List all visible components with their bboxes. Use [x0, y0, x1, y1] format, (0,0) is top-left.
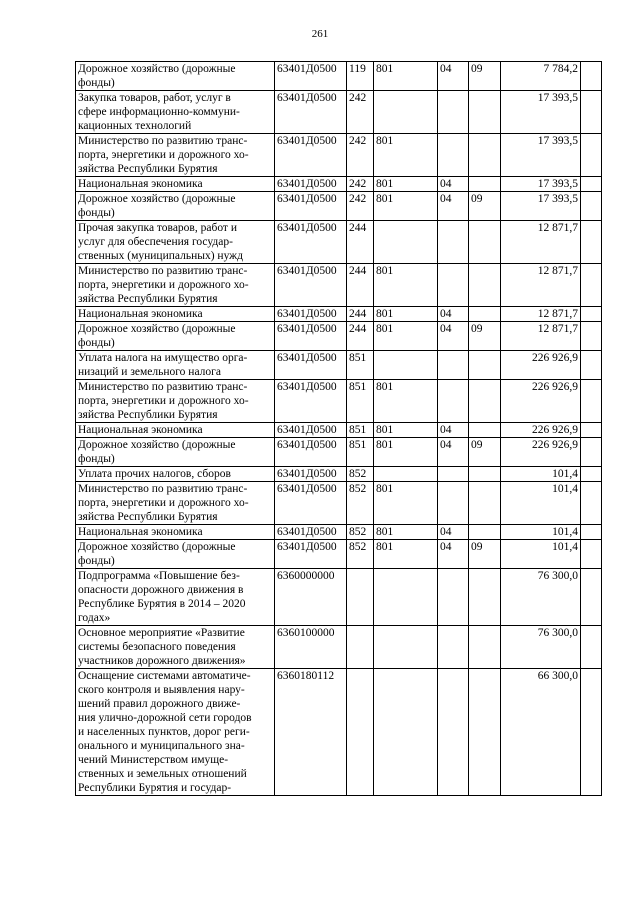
row-name-line: фонды)	[78, 453, 115, 465]
table-row	[76, 438, 602, 467]
row-section-cell	[438, 380, 469, 423]
row-dept-cell: 801	[374, 264, 438, 307]
row-vr-cell: 851	[347, 380, 374, 423]
table-row	[76, 669, 602, 796]
row-amount-cell: 101,4	[501, 540, 581, 569]
row-code-cell: 63401Д0500	[275, 322, 347, 351]
row-name-line: Министерство по развитию транс-	[78, 381, 248, 393]
table-row	[76, 569, 602, 626]
row-section-cell: 04	[438, 525, 469, 540]
row-amount-cell: 12 871,7	[501, 322, 581, 351]
row-section-cell: 04	[438, 307, 469, 322]
row-name-cell	[76, 569, 275, 626]
row-name-line: зяйства Республики Бурятия	[78, 163, 218, 175]
row-vr-cell: 242	[347, 134, 374, 177]
row-name-line: ского контроля и выявления нару-	[78, 684, 245, 696]
row-name-line: зяйства Республики Бурятия	[78, 511, 218, 523]
row-amount-cell: 226 926,9	[501, 351, 581, 380]
table-row	[76, 62, 602, 91]
row-vr-cell: 851	[347, 351, 374, 380]
row-vr-cell: 242	[347, 91, 374, 134]
row-subsection-cell	[469, 177, 501, 192]
row-name-line: Уплата налога на имущество орга-	[78, 352, 248, 364]
row-name-line: Дорожное хозяйство (дорожные	[78, 193, 236, 205]
row-name-line: порта, энергетики и дорожного хо-	[78, 149, 249, 161]
row-amount-cell: 17 393,5	[501, 177, 581, 192]
row-name-cell	[76, 177, 275, 192]
row-amount-cell: 7 784,2	[501, 62, 581, 91]
row-amount-cell: 12 871,7	[501, 221, 581, 264]
row-empty-cell	[581, 626, 602, 669]
row-dept-cell	[374, 467, 438, 482]
row-name-line: порта, энергетики и дорожного хо-	[78, 497, 249, 509]
row-dept-cell: 801	[374, 540, 438, 569]
table-row	[76, 626, 602, 669]
row-name-line: ния улично-дорожной сети городов	[78, 712, 252, 724]
row-dept-cell: 801	[374, 380, 438, 423]
row-section-cell: 04	[438, 177, 469, 192]
row-empty-cell	[581, 91, 602, 134]
row-name-line: фонды)	[78, 207, 115, 219]
row-section-cell: 04	[438, 62, 469, 91]
row-name-line: ственных (муниципальных) нужд	[78, 250, 243, 262]
row-name-line: порта, энергетики и дорожного хо-	[78, 279, 249, 291]
row-name-line: Дорожное хозяйство (дорожные	[78, 63, 236, 75]
row-code-cell: 63401Д0500	[275, 423, 347, 438]
row-code-cell: 6360000000	[275, 569, 347, 626]
row-empty-cell	[581, 482, 602, 525]
row-name-line: Дорожное хозяйство (дорожные	[78, 439, 236, 451]
row-name-line: услуг для обеспечения государ-	[78, 236, 233, 248]
row-name-line: Национальная экономика	[78, 308, 203, 320]
row-name-cell	[76, 351, 275, 380]
row-amount-cell: 12 871,7	[501, 307, 581, 322]
row-empty-cell	[581, 467, 602, 482]
row-section-cell	[438, 626, 469, 669]
row-name-line: Дорожное хозяйство (дорожные	[78, 541, 236, 553]
row-name-cell	[76, 134, 275, 177]
row-dept-cell: 801	[374, 177, 438, 192]
table-row	[76, 322, 602, 351]
row-code-cell: 63401Д0500	[275, 525, 347, 540]
row-amount-cell: 17 393,5	[501, 91, 581, 134]
row-section-cell	[438, 91, 469, 134]
row-dept-cell: 801	[374, 134, 438, 177]
row-name-line: участников дорожного движения»	[78, 655, 246, 667]
row-name-line: Подпрограмма «Повышение без-	[78, 570, 240, 582]
row-code-cell: 63401Д0500	[275, 351, 347, 380]
row-name-line: Республики Бурятия и государ-	[78, 782, 232, 794]
row-section-cell: 04	[438, 438, 469, 467]
row-name-cell	[76, 192, 275, 221]
row-amount-cell: 101,4	[501, 525, 581, 540]
row-code-cell: 63401Д0500	[275, 467, 347, 482]
row-empty-cell	[581, 438, 602, 467]
row-dept-cell	[374, 91, 438, 134]
row-subsection-cell	[469, 264, 501, 307]
row-name-cell	[76, 540, 275, 569]
row-code-cell: 63401Д0500	[275, 62, 347, 91]
row-code-cell: 63401Д0500	[275, 91, 347, 134]
row-name-line: чений Министерством имуще-	[78, 754, 229, 766]
row-name-line: Республике Бурятия в 2014 – 2020	[78, 598, 246, 610]
row-dept-cell: 801	[374, 307, 438, 322]
table-row	[76, 307, 602, 322]
table-row	[76, 482, 602, 525]
row-amount-cell: 101,4	[501, 482, 581, 525]
row-dept-cell: 801	[374, 482, 438, 525]
row-section-cell	[438, 134, 469, 177]
row-name-line: шений правил дорожного движе-	[78, 698, 241, 710]
row-subsection-cell: 09	[469, 322, 501, 351]
row-name-line: Уплата прочих налогов, сборов	[78, 468, 231, 480]
row-vr-cell	[347, 569, 374, 626]
row-vr-cell: 119	[347, 62, 374, 91]
row-vr-cell: 852	[347, 540, 374, 569]
row-vr-cell: 244	[347, 264, 374, 307]
row-subsection-cell	[469, 307, 501, 322]
row-name-cell	[76, 91, 275, 134]
row-subsection-cell	[469, 423, 501, 438]
row-name-line: фонды)	[78, 77, 115, 89]
row-section-cell: 04	[438, 540, 469, 569]
row-name-line: годах»	[78, 612, 111, 624]
row-name-line: опасности дорожного движения в	[78, 584, 244, 596]
row-section-cell: 04	[438, 192, 469, 221]
row-vr-cell: 242	[347, 177, 374, 192]
row-dept-cell: 801	[374, 322, 438, 351]
row-subsection-cell	[469, 626, 501, 669]
row-vr-cell: 851	[347, 438, 374, 467]
table-row	[76, 177, 602, 192]
row-section-cell	[438, 221, 469, 264]
row-name-cell	[76, 467, 275, 482]
row-empty-cell	[581, 322, 602, 351]
row-vr-cell: 852	[347, 482, 374, 525]
row-vr-cell: 851	[347, 423, 374, 438]
row-name-cell	[76, 482, 275, 525]
row-name-line: Министерство по развитию транс-	[78, 483, 248, 495]
row-empty-cell	[581, 423, 602, 438]
row-name-line: сфере информационно-коммуни-	[78, 106, 240, 118]
row-empty-cell	[581, 380, 602, 423]
row-name-line: Национальная экономика	[78, 178, 203, 190]
row-vr-cell	[347, 669, 374, 796]
row-section-cell: 04	[438, 423, 469, 438]
row-name-cell	[76, 221, 275, 264]
row-name-line: Министерство по развитию транс-	[78, 265, 248, 277]
row-dept-cell: 801	[374, 423, 438, 438]
row-empty-cell	[581, 307, 602, 322]
row-subsection-cell	[469, 351, 501, 380]
row-code-cell: 63401Д0500	[275, 192, 347, 221]
table-row	[76, 134, 602, 177]
row-name-line: низаций и земельного налога	[78, 366, 221, 378]
row-subsection-cell	[469, 569, 501, 626]
row-code-cell: 6360100000	[275, 626, 347, 669]
row-subsection-cell	[469, 134, 501, 177]
table-row	[76, 423, 602, 438]
row-dept-cell: 801	[374, 525, 438, 540]
row-vr-cell: 242	[347, 192, 374, 221]
table-row	[76, 91, 602, 134]
row-name-line: онального и муниципального зна-	[78, 740, 245, 752]
row-name-cell	[76, 525, 275, 540]
row-name-line: Основное мероприятие «Развитие	[78, 627, 245, 639]
row-empty-cell	[581, 669, 602, 796]
row-section-cell	[438, 264, 469, 307]
row-vr-cell: 244	[347, 307, 374, 322]
row-vr-cell: 244	[347, 322, 374, 351]
row-subsection-cell	[469, 525, 501, 540]
row-amount-cell: 226 926,9	[501, 438, 581, 467]
row-subsection-cell: 09	[469, 192, 501, 221]
row-dept-cell: 801	[374, 192, 438, 221]
row-empty-cell	[581, 134, 602, 177]
row-code-cell: 63401Д0500	[275, 221, 347, 264]
row-name-line: кационных технологий	[78, 120, 192, 132]
row-code-cell: 63401Д0500	[275, 482, 347, 525]
row-name-line: ственных и земельных отношений	[78, 768, 247, 780]
row-section-cell	[438, 351, 469, 380]
row-name-line: порта, энергетики и дорожного хо-	[78, 395, 249, 407]
table-row	[76, 351, 602, 380]
row-empty-cell	[581, 192, 602, 221]
row-amount-cell: 76 300,0	[501, 626, 581, 669]
row-vr-cell: 244	[347, 221, 374, 264]
table-row	[76, 540, 602, 569]
row-name-cell	[76, 322, 275, 351]
row-name-line: Дорожное хозяйство (дорожные	[78, 323, 236, 335]
row-amount-cell: 226 926,9	[501, 380, 581, 423]
row-subsection-cell	[469, 380, 501, 423]
row-empty-cell	[581, 264, 602, 307]
row-code-cell: 63401Д0500	[275, 438, 347, 467]
row-name-line: Национальная экономика	[78, 424, 203, 436]
row-vr-cell: 852	[347, 467, 374, 482]
row-code-cell: 63401Д0500	[275, 134, 347, 177]
row-name-line: фонды)	[78, 555, 115, 567]
table-row	[76, 467, 602, 482]
row-name-line: Прочая закупка товаров, работ и	[78, 222, 237, 234]
row-empty-cell	[581, 177, 602, 192]
row-amount-cell: 17 393,5	[501, 134, 581, 177]
row-subsection-cell: 09	[469, 540, 501, 569]
row-amount-cell: 17 393,5	[501, 192, 581, 221]
row-name-cell	[76, 423, 275, 438]
row-empty-cell	[581, 62, 602, 91]
row-name-cell	[76, 264, 275, 307]
row-section-cell	[438, 467, 469, 482]
row-subsection-cell	[469, 482, 501, 525]
row-name-line: Оснащение системами автоматиче-	[78, 670, 251, 682]
row-code-cell: 63401Д0500	[275, 264, 347, 307]
row-amount-cell: 66 300,0	[501, 669, 581, 796]
row-subsection-cell	[469, 91, 501, 134]
row-dept-cell: 801	[374, 62, 438, 91]
row-empty-cell	[581, 221, 602, 264]
row-dept-cell	[374, 351, 438, 380]
row-empty-cell	[581, 569, 602, 626]
row-name-line: зяйства Республики Бурятия	[78, 409, 218, 421]
table-row	[76, 221, 602, 264]
page-number: 261	[311, 28, 329, 40]
row-name-line: фонды)	[78, 337, 115, 349]
row-code-cell: 63401Д0500	[275, 540, 347, 569]
row-code-cell: 63401Д0500	[275, 177, 347, 192]
row-dept-cell: 801	[374, 438, 438, 467]
row-name-line: системы безопасного поведения	[78, 641, 236, 653]
row-code-cell: 63401Д0500	[275, 307, 347, 322]
row-code-cell: 63401Д0500	[275, 380, 347, 423]
row-dept-cell	[374, 626, 438, 669]
row-amount-cell: 226 926,9	[501, 423, 581, 438]
row-section-cell	[438, 482, 469, 525]
row-section-cell	[438, 569, 469, 626]
row-empty-cell	[581, 351, 602, 380]
row-name-line: Национальная экономика	[78, 526, 203, 538]
table-row	[76, 525, 602, 540]
row-dept-cell	[374, 669, 438, 796]
row-subsection-cell: 09	[469, 438, 501, 467]
table-row	[76, 192, 602, 221]
row-subsection-cell: 09	[469, 62, 501, 91]
row-name-cell	[76, 438, 275, 467]
row-name-cell	[76, 669, 275, 796]
row-name-line: Закупка товаров, работ, услуг в	[78, 92, 231, 104]
row-name-line: Министерство по развитию транс-	[78, 135, 248, 147]
table-body	[76, 62, 602, 796]
row-empty-cell	[581, 540, 602, 569]
row-name-cell	[76, 307, 275, 322]
budget-table	[75, 61, 602, 796]
row-code-cell: 6360180112	[275, 669, 347, 796]
row-name-line: зяйства Республики Бурятия	[78, 293, 218, 305]
row-subsection-cell	[469, 467, 501, 482]
row-dept-cell	[374, 221, 438, 264]
row-name-cell	[76, 626, 275, 669]
row-subsection-cell	[469, 669, 501, 796]
row-subsection-cell	[469, 221, 501, 264]
row-name-cell	[76, 62, 275, 91]
row-amount-cell: 76 300,0	[501, 569, 581, 626]
table-row	[76, 264, 602, 307]
table-row	[76, 380, 602, 423]
row-name-cell	[76, 380, 275, 423]
row-section-cell: 04	[438, 322, 469, 351]
row-vr-cell: 852	[347, 525, 374, 540]
row-empty-cell	[581, 525, 602, 540]
row-dept-cell	[374, 569, 438, 626]
row-vr-cell	[347, 626, 374, 669]
row-amount-cell: 101,4	[501, 467, 581, 482]
row-section-cell	[438, 669, 469, 796]
row-amount-cell: 12 871,7	[501, 264, 581, 307]
row-name-line: и населенных пунктов, дорог реги-	[78, 726, 250, 738]
